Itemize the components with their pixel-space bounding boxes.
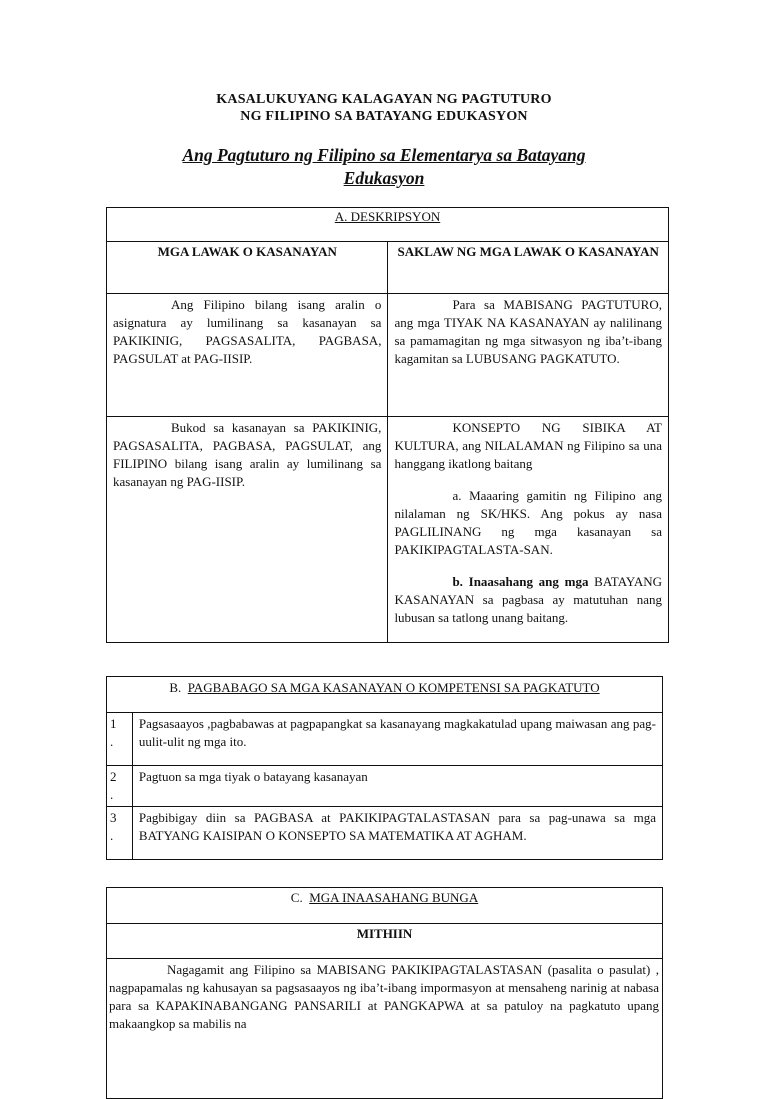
- row-number: 2 .: [107, 766, 133, 807]
- document-title-line-2: NG FILIPINO SA BATAYANG EDUKASYON: [240, 109, 528, 124]
- row-text: Pagtuon sa mga tiyak o batayang kasanayan: [132, 766, 662, 807]
- row-number: 3 .: [107, 807, 133, 860]
- section-a-table: [106, 207, 669, 643]
- row-number: 1 .: [107, 713, 133, 766]
- document-title-line-1: KASALUKUYANG KALAGAYAN NG PAGTUTURO: [216, 92, 552, 107]
- section-b-table: [106, 676, 663, 860]
- subtitle-line-2: Edukasyon: [343, 168, 425, 188]
- row-1-saklaw-text: Para sa MABISANG PAGTUTURO, ang mga TIYAK NA KASANAYAN ay nalilinang sa pamamagitan ng mga sitwasyon ng iba’t-ibang kagamitan sa LUBUSANG PAGKATUTO.: [388, 294, 669, 417]
- row-2-saklaw-cell: [388, 417, 669, 643]
- row-text: Pagsasaayos ,pagbabawas at pagpapangkat sa kasanayang magkakatulad upang maiwasan ang pag-uulit-ulit ng mga ito.: [132, 713, 662, 766]
- document-subtitle: [130, 144, 638, 190]
- sibika-paragraph: KONSEPTO NG SIBIKA AT KULTURA, ang NILALAMAN ng Filipino sa una hanggang ikatlong baitang: [394, 420, 662, 471]
- section-c-caption: C. MGA INAASAHANG BUNGA: [107, 888, 663, 924]
- point-b-paragraph: b. Inaasahang ang mga BATAYANG KASANAYAN sa pagbasa ay matutuhan nang lubusan sa tatlong unang baitang.: [394, 574, 662, 625]
- row-1-lawak-text: Ang Filipino bilang isang aralin o asignatura ay lumilinang sa kasanayan sa PAKIKINIG, PAGSASALITA, PAGBASA, PAGSULAT at PAG-IISIP.: [107, 294, 388, 417]
- mithiin-heading: MITHIIN: [107, 924, 663, 959]
- table-row: [107, 713, 663, 766]
- row-text: Pagbibigay diin sa PAGBASA at PAKIKIPAGTALASTASAN para sa pag-unawa sa mga BATYANG KAISIPAN O KONSEPTO SA MATEMATIKA AT AGHAM.: [132, 807, 662, 860]
- row-2-lawak-text: Bukod sa kasanayan sa PAKIKINIG, PAGSASALITA, PAGBASA, PAGSULAT, ang FILIPINO bilang isang aralin ay lumilinang sa kasanayan ng PAG-IISIP.: [107, 417, 388, 643]
- point-a-paragraph: a. Maaaring gamitin ng Filipino ang nilalaman ng SK/HKS. Ang pokus ay nasa PAGLILINANG ng mga kasanayan sa PAKIKIPAGTALASTA-SAN.: [394, 488, 662, 557]
- table-row: [107, 807, 663, 860]
- column-header-saklaw: SAKLAW NG MGA LAWAK O KASANAYAN: [388, 242, 669, 294]
- section-c-table: [106, 887, 663, 1099]
- section-b-caption: B. PAGBABAGO SA MGA KASANAYAN O KOMPETENSI SA PAGKATUTO: [107, 677, 663, 713]
- mithiin-body: Nagagamit ang Filipino sa MABISANG PAKIKIPAGTALASTASAN (pasalita o pasulat) , nagpapamalas ng kahusayan sa pagsasaayos ng iba’t-ibang impormasyon at mensaheng narinig at nabasa para sa KAPAKINABANGANG PANSARILI at PANGKAPWA at sa patuloy na pagkatuto upang makaangkop sa mabilis na: [107, 959, 663, 1099]
- column-header-lawak: MGA LAWAK O KASANAYAN: [107, 242, 388, 294]
- section-a-caption: A. DESKRIPSYON: [107, 208, 669, 242]
- subtitle-line-1: Ang Pagtuturo ng Filipino sa Elementarya sa Batayang: [182, 145, 586, 165]
- table-row: [107, 766, 663, 807]
